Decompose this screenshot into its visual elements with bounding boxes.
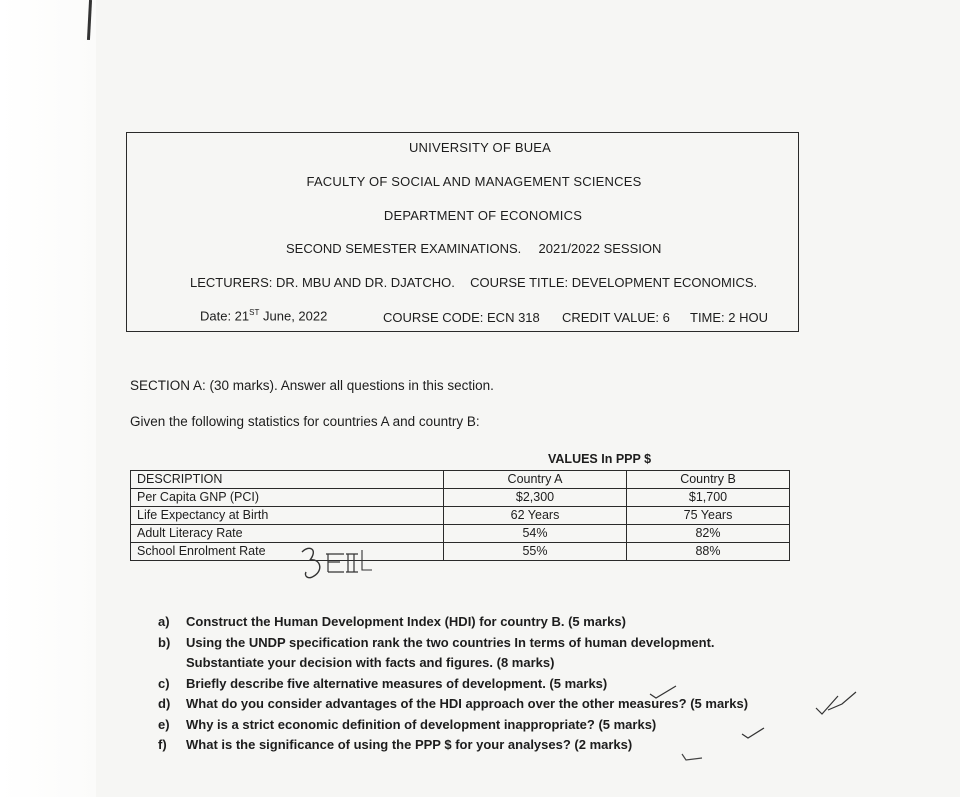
list-item: c) Briefly describe five alternative measures of development. (5 marks) [158, 675, 608, 691]
table-header-row [131, 471, 790, 489]
course-code: COURSE CODE: ECN 318 [383, 310, 540, 325]
question-list [158, 612, 778, 756]
table-caption: VALUES In PPP $ [548, 452, 652, 466]
list-item: d) What do you consider advantages of the HDI approach over the other measures? (5 marks) [158, 696, 749, 711]
section-a-title: SECTION A: (30 marks). Answer all questions in this section. [130, 378, 494, 393]
list-item: f) What is the significance of using the PPP $ for your analyses? (2 marks) [158, 737, 633, 752]
exam-session: 2021/2022 SESSION [538, 241, 662, 256]
header-country-a: Country A [444, 471, 627, 489]
check-mark-icon [648, 684, 678, 700]
table-row: Per Capita GNP (PCI) $2,300 $1,700 [131, 489, 790, 507]
exam-title [286, 241, 661, 256]
exam-date: Date: 21ST June, 2022 [200, 308, 328, 324]
exam-label: SECOND SEMESTER EXAMINATIONS. [286, 241, 522, 256]
check-mark-icon [680, 750, 706, 764]
header-country-b: Country B [627, 471, 790, 489]
university-name: UNIVERSITY OF BUEA [408, 140, 552, 155]
table-row: School Enrolment Rate 55% 88% [131, 543, 790, 561]
lecturer-course-line [190, 275, 757, 290]
page-edge [0, 0, 96, 797]
list-item: a) Construct the Human Development Index (HDI) for country B. (5 marks) [158, 614, 626, 629]
course-title: COURSE TITLE: DEVELOPMENT ECONOMICS. [470, 275, 758, 290]
table-row: Life Expectancy at Birth 62 Years 75 Years [131, 507, 790, 525]
list-item: b) Using the UNDP specification rank the two countries In terms of human development. Substantiate your decision with facts and figures. (8 marks) [158, 634, 715, 670]
list-item: e) Why is a strict economic definition of development inappropriate? (5 marks) [158, 716, 657, 732]
exam-time: TIME: 2 HOU [690, 310, 769, 325]
faculty-name: FACULTY OF SOCIAL AND MANAGEMENT SCIENCES [306, 174, 642, 189]
lecturers: LECTURERS: DR. MBU AND DR. DJATCHO. [190, 275, 455, 290]
check-mark-icon [740, 726, 766, 740]
header-description: DESCRIPTION [131, 471, 444, 489]
table-row: Adult Literacy Rate 54% 82% [131, 525, 790, 543]
exam-header-box [126, 132, 799, 332]
handwritten-scribble-icon [296, 540, 376, 590]
credit-value: CREDIT VALUE: 6 [562, 310, 670, 325]
statistics-table [130, 470, 790, 561]
department-name: DEPARTMENT OF ECONOMICS [383, 208, 583, 223]
check-mark-icon [814, 690, 860, 718]
given-statement: Given the following statistics for countries A and country B: [130, 414, 480, 429]
